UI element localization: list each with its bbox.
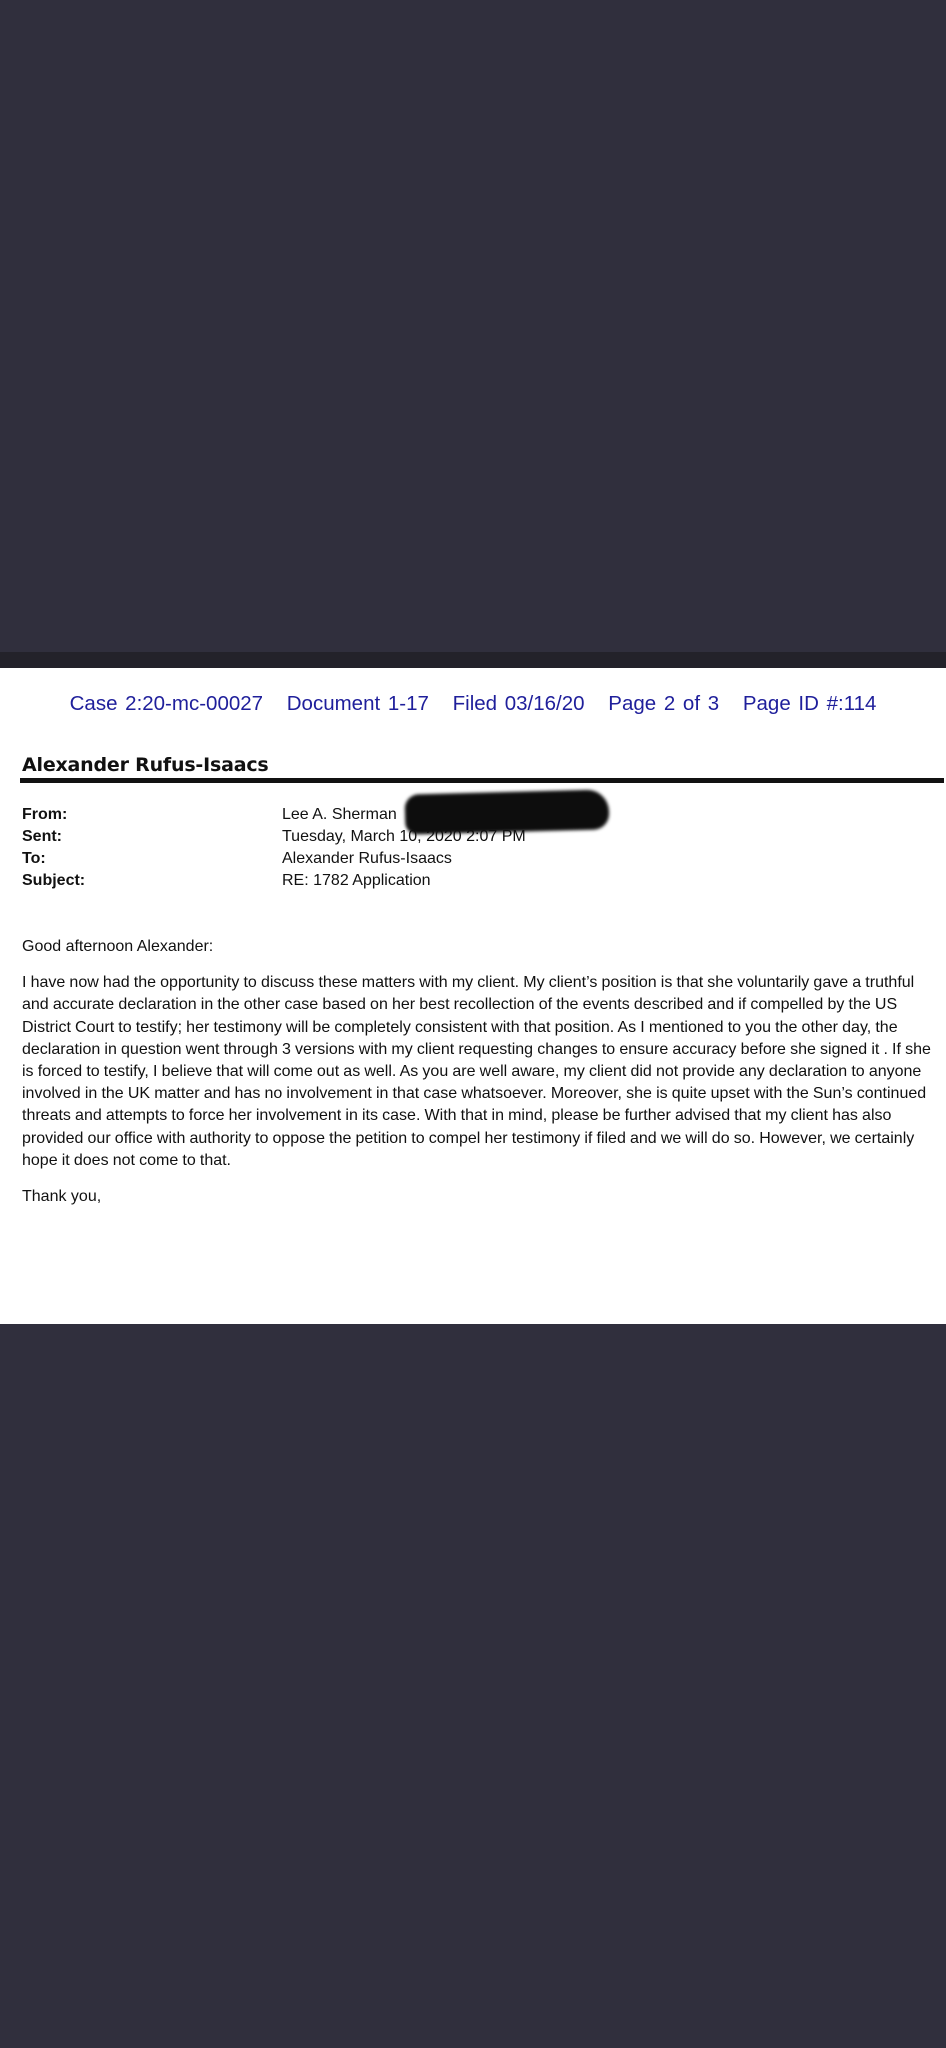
- from-value: Lee A. Sherman: [282, 806, 397, 823]
- from-label: From:: [22, 806, 68, 823]
- page-id: Page ID #:114: [742, 692, 877, 715]
- header-divider: [20, 778, 944, 783]
- document-number: Document 1-17: [286, 692, 429, 715]
- subject-value: RE: 1782 Application: [282, 872, 431, 889]
- email-greeting: Good afternoon Alexander:: [22, 938, 214, 955]
- case-number: Case 2:20-mc-00027: [69, 692, 264, 715]
- page-top-shadow: [0, 652, 946, 668]
- subject-label: Subject:: [22, 872, 86, 889]
- filed-date: Filed 03/16/20: [452, 692, 585, 715]
- mailbox-owner-name: Alexander Rufus-Isaacs: [22, 754, 269, 776]
- email-paragraph: I have now had the opportunity to discuss these matters with my client. My client’s position is that she voluntarily gave a truthful and accurate declaration in the other case based on her best recollection of the events described and if compelled by the US District Court to testify; her testimony will be completely consistent with that position. As I mentioned to you the other day, the declaration in question went through 3 versions with my client requesting changes to ensure accuracy before she signed it . If she is forced to testify, I believe that will come out as well. As you are well aware, my client did not provide any declaration to anyone involved in the UK matter and has no involvement in that case whatsoever. Moreover, she is quite upset with the Sun’s continued threats and attempts to force her involvement in its case. With that in mind, please be further advised that my client has also provided our office with authority to oppose the petition to compel her testimony if filed and we will do so. However, we certainly hope it does not come to that.: [22, 974, 931, 1169]
- case-header: [0, 692, 946, 716]
- document-page: [0, 668, 946, 1324]
- sent-label: Sent:: [22, 828, 62, 845]
- redacted-email-address: [405, 804, 605, 826]
- page-number: Page 2 of 3: [608, 692, 720, 715]
- to-value: Alexander Rufus-Isaacs: [282, 850, 452, 867]
- sent-value: Tuesday, March 10, 2020 2:07 PM: [282, 828, 526, 845]
- email-body: [22, 936, 942, 1222]
- from-value-group: [282, 804, 605, 826]
- email-closing: Thank you,: [22, 1188, 102, 1206]
- to-label: To:: [22, 850, 46, 867]
